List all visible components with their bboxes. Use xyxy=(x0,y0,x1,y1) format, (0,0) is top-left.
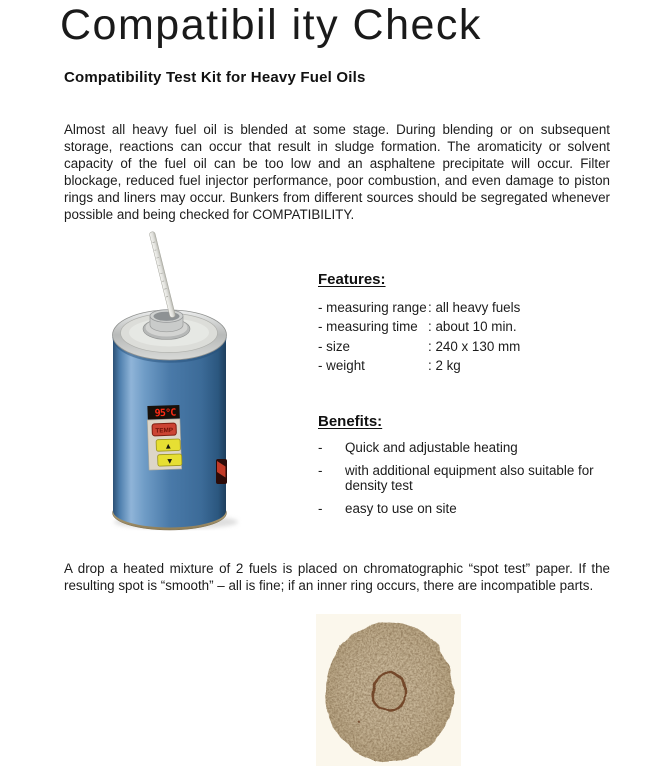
benefits-heading: Benefits: xyxy=(318,413,383,430)
spot-test-photo xyxy=(316,614,461,766)
benefit-bullet: - xyxy=(318,440,323,455)
benefits-section xyxy=(318,413,618,523)
feature-row xyxy=(318,317,558,336)
feature-row xyxy=(318,337,558,356)
benefit-item xyxy=(318,440,618,456)
feature-value: : 240 x 130 mm xyxy=(428,338,521,354)
heater-canister-illustration xyxy=(100,228,250,533)
features-heading: Features: xyxy=(318,271,386,288)
temp-down-icon: ▼ xyxy=(165,456,174,466)
feature-value: : 2 kg xyxy=(428,357,461,373)
power-switch xyxy=(216,459,227,484)
feature-row xyxy=(318,356,558,375)
feature-label: - measuring range xyxy=(318,300,427,315)
benefit-item xyxy=(318,501,618,517)
feature-label: - size xyxy=(318,338,350,354)
spot-speck xyxy=(359,721,362,724)
intro-paragraph: Almost all heavy fuel oil is blended at some stage. During blending or on subsequent storage, reactions can occur that result in sludge formation. The aromaticity or solvent capacity of the fuel oil can be too low and an asphaltene precipitate will occur. Filter blockage, reduced fuel injector performance, poor combustion, and even damage to piston rings and liners may occur. Bunkers from different sources should be segregated whenever possible and being checked for COMPATIBILITY. xyxy=(64,122,610,222)
temp-button-label: TEMP xyxy=(155,426,174,435)
feature-label: - measuring time xyxy=(318,319,418,335)
temperature-display-value: 95°C xyxy=(154,407,176,420)
benefit-item xyxy=(318,463,618,494)
spot-test-paragraph: A drop a heated mixture of 2 fuels is placed on chromatographic “spot test” paper. If the resulting spot is “smooth” – all is fine; if an inner ring occurs, there are incompatible parts. xyxy=(64,561,610,593)
temp-up-icon: ▲ xyxy=(164,441,173,451)
benefit-text: with additional equipment also suitable for density test xyxy=(345,462,594,494)
features-section xyxy=(318,271,558,375)
benefit-text: Quick and adjustable heating xyxy=(345,440,518,455)
feature-value: : all heavy fuels xyxy=(428,300,521,315)
thermometer xyxy=(149,231,176,318)
feature-row xyxy=(318,298,558,317)
benefit-bullet: - xyxy=(318,462,323,478)
benefit-text: easy to use on site xyxy=(345,500,457,516)
spot-test-illustration xyxy=(316,614,461,766)
feature-label: - weight xyxy=(318,357,365,373)
device-photo xyxy=(100,228,250,533)
page-subtitle: Compatibility Test Kit for Heavy Fuel Oils xyxy=(64,69,366,86)
page-title: Compatibil ity Check xyxy=(60,1,482,49)
device-opening-interior xyxy=(154,312,180,321)
benefit-bullet: - xyxy=(318,500,323,516)
feature-value: : about 10 min. xyxy=(428,319,517,335)
